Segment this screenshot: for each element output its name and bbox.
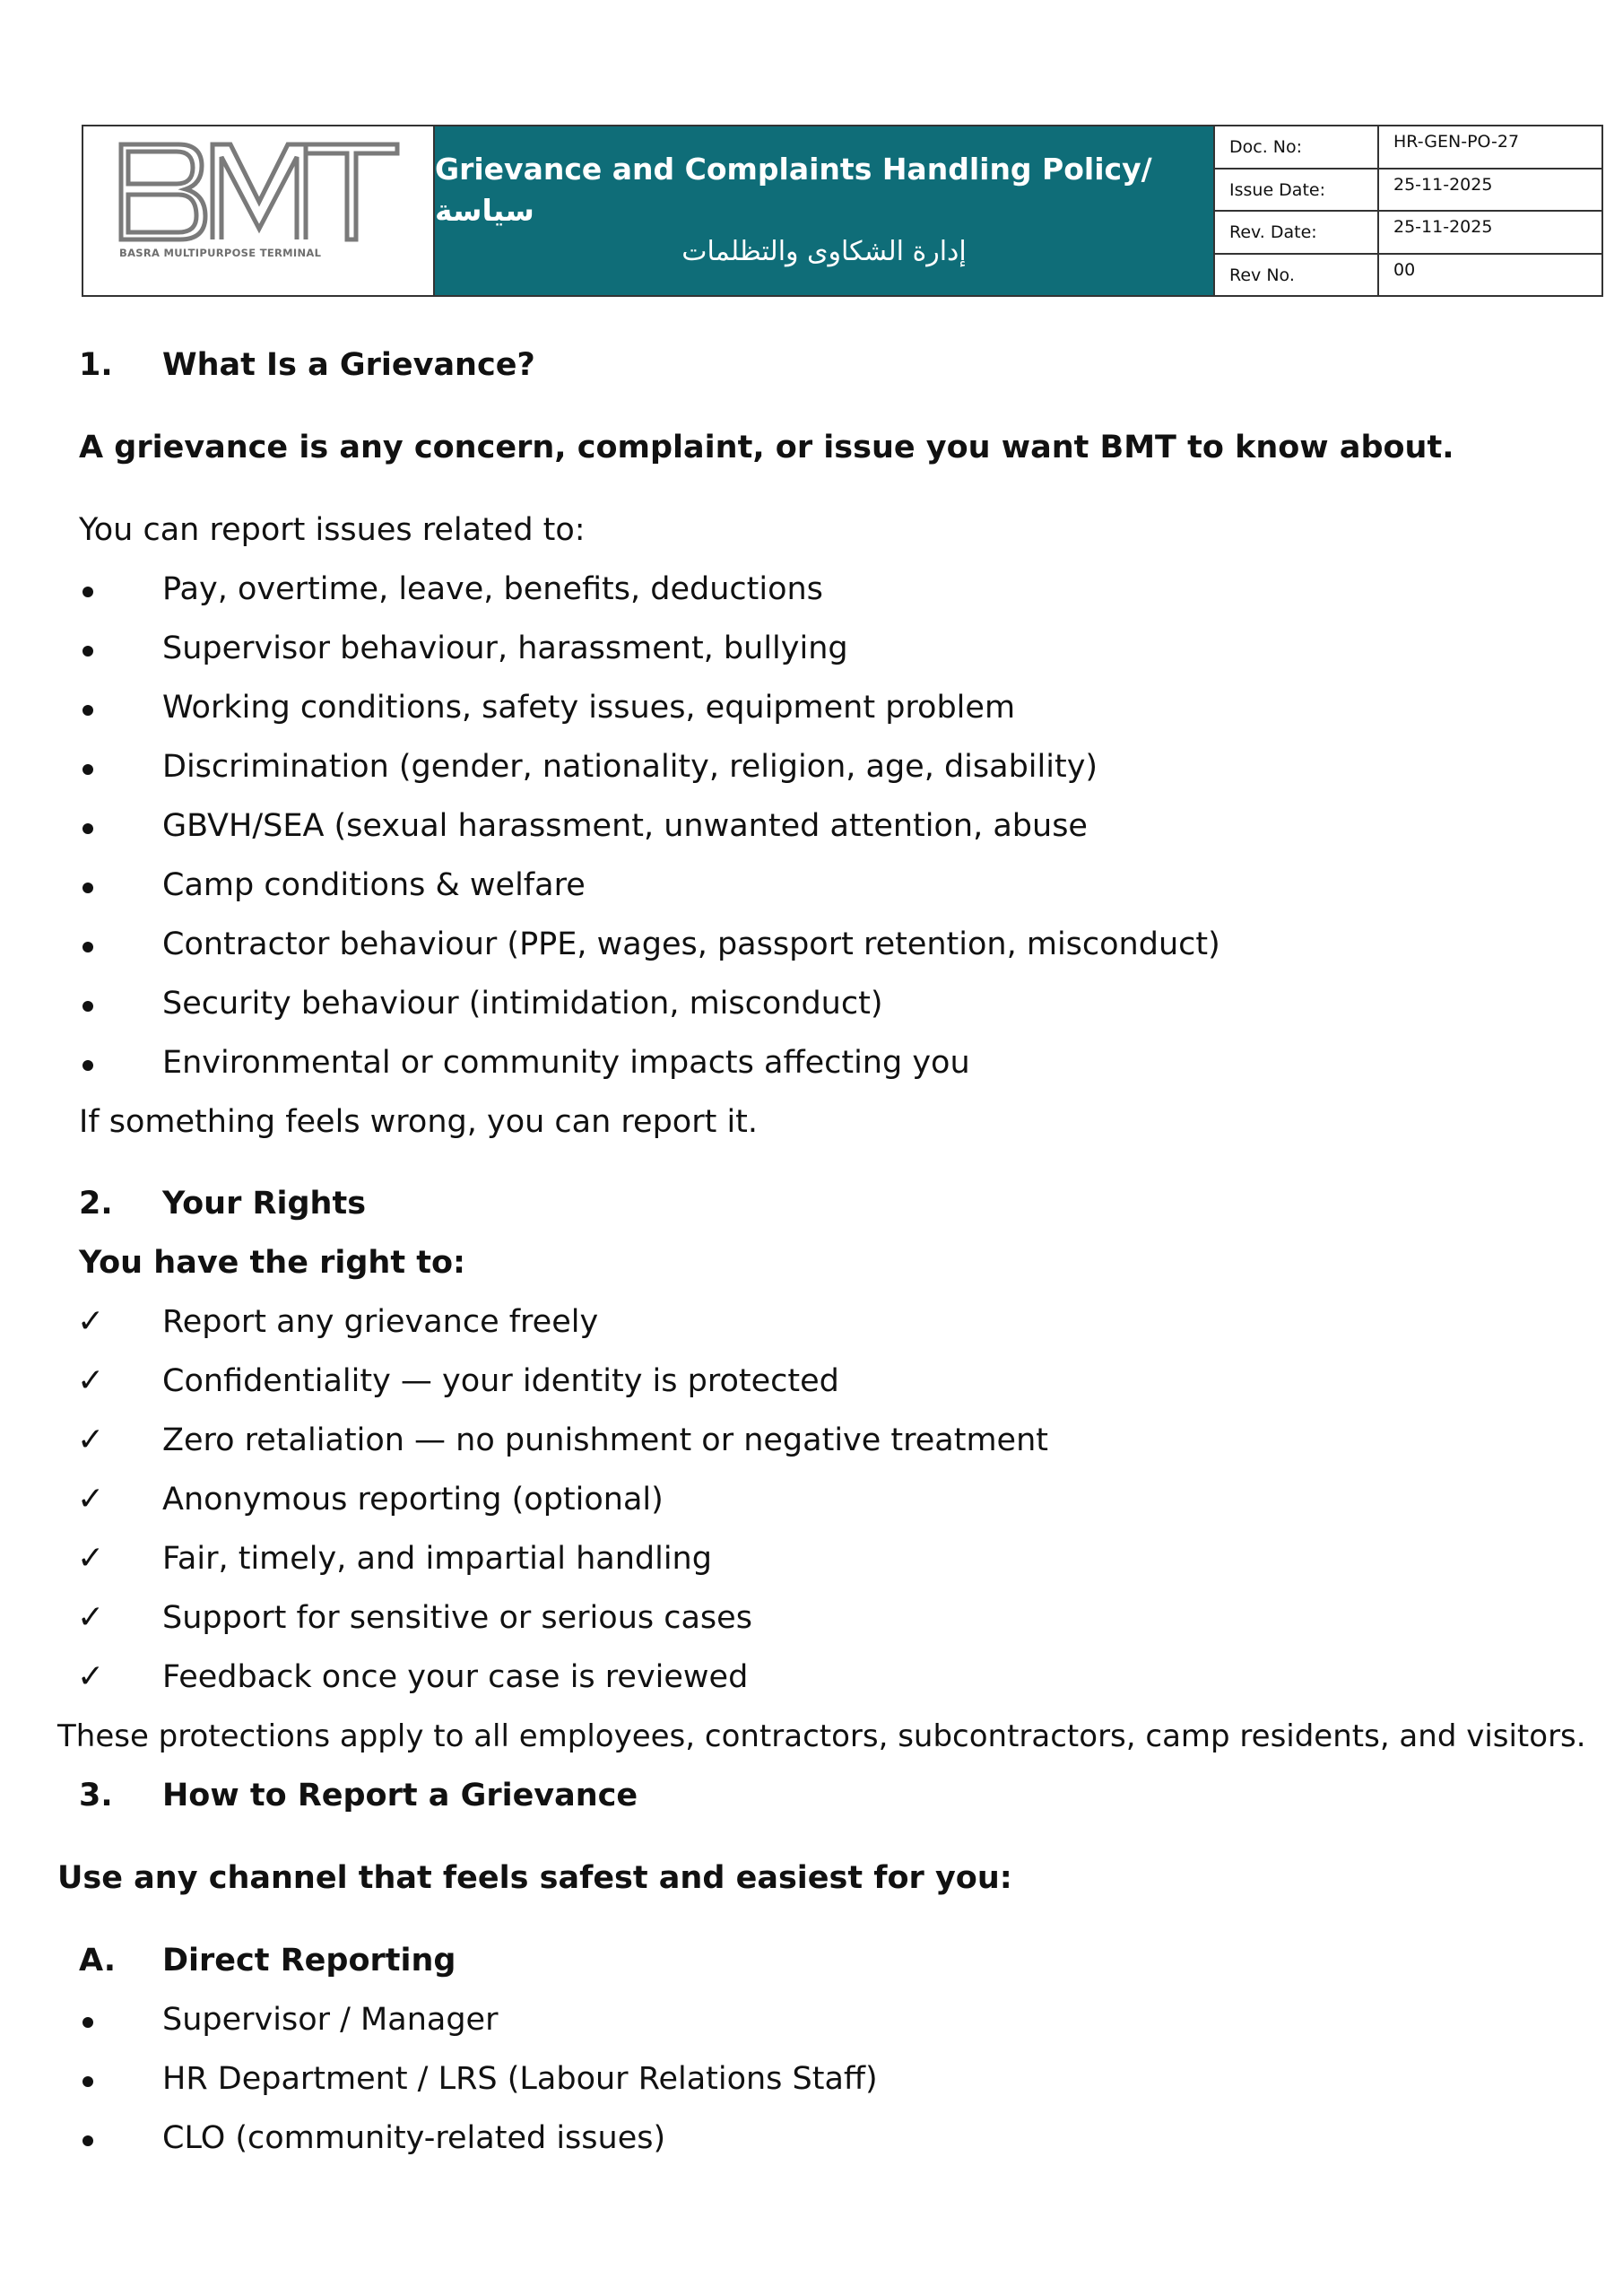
- meta-label: Rev. Date:: [1215, 212, 1379, 253]
- checkmark-icon: ✓: [77, 1422, 105, 1458]
- section-intro: You can report issues related to:: [79, 512, 586, 548]
- list-item: Support for sensitive or serious cases: [162, 1600, 752, 1636]
- list-item: Supervisor / Manager: [162, 2002, 499, 2038]
- checkmark-icon: ✓: [77, 1481, 105, 1518]
- section-heading: What Is a Grievance?: [162, 347, 535, 383]
- subsection-letter: A.: [79, 1943, 117, 1979]
- list-item: Pay, overtime, leave, benefits, deductions: [162, 571, 823, 607]
- list-item: HR Department / LRS (Labour Relations Staff): [162, 2061, 878, 2097]
- list-item: Discrimination (gender, nationality, religion, age, disability): [162, 749, 1098, 785]
- section-heading: Your Rights: [162, 1186, 367, 1222]
- meta-value: HR-GEN-PO-27: [1393, 132, 1520, 152]
- checkmark-icon: ✓: [77, 1658, 105, 1695]
- list-item: Environmental or community impacts affecting you: [162, 1045, 970, 1081]
- bullet-icon: [82, 587, 93, 597]
- section-number: 1.: [79, 347, 113, 383]
- policy-title-arabic: إدارة الشكاوى والتظلمات: [681, 236, 967, 267]
- list-item: Zero retaliation — no punishment or negative treatment: [162, 1422, 1048, 1458]
- meta-row-doc-no: [1215, 126, 1601, 170]
- meta-label: Doc. No:: [1215, 126, 1379, 168]
- meta-label: Issue Date:: [1215, 170, 1379, 211]
- bullet-icon: [82, 1060, 93, 1071]
- logo-subtitle: BASRA MULTIPURPOSE TERMINAL: [119, 247, 322, 259]
- bullet-icon: [82, 2135, 93, 2146]
- list-item: Anonymous reporting (optional): [162, 1482, 664, 1518]
- bullet-icon: [82, 705, 93, 716]
- checkmark-icon: ✓: [77, 1303, 105, 1340]
- checkmark-icon: ✓: [77, 1540, 105, 1577]
- meta-row-rev-date: [1215, 212, 1601, 255]
- bullet-icon: [82, 646, 93, 657]
- checkmark-icon: ✓: [77, 1599, 105, 1636]
- document-meta-table: [1215, 126, 1601, 295]
- list-item: Report any grievance freely: [162, 1304, 599, 1340]
- list-item: Contractor behaviour (PPE, wages, passport retention, misconduct): [162, 926, 1220, 962]
- list-item: Working conditions, safety issues, equipment problem: [162, 690, 1016, 726]
- bullet-icon: [82, 942, 93, 952]
- bullet-icon: [82, 2076, 93, 2087]
- list-item: Security behaviour (intimidation, misconduct): [162, 986, 883, 1022]
- bullet-icon: [82, 883, 93, 893]
- policy-title-english: Grievance and Complaints Handling Policy/ سياسة: [435, 152, 1152, 228]
- section-lead: You have the right to:: [79, 1245, 466, 1281]
- list-item: Feedback once your case is reviewed: [162, 1659, 749, 1695]
- list-item: Camp conditions & welfare: [162, 867, 586, 903]
- section-number: 3.: [79, 1778, 113, 1813]
- meta-row-issue-date: [1215, 170, 1601, 213]
- meta-value: 00: [1393, 259, 1416, 280]
- bmt-logo: [116, 139, 403, 247]
- section-closing: If something feels wrong, you can report it.: [79, 1104, 759, 1140]
- document-header: [82, 125, 1603, 297]
- list-item: Supervisor behaviour, harassment, bullying: [162, 631, 848, 666]
- meta-label: Rev No.: [1215, 255, 1379, 296]
- bullet-icon: [82, 764, 93, 775]
- logo-cell: [83, 126, 435, 295]
- meta-value: 25-11-2025: [1393, 217, 1493, 237]
- section-lead: A grievance is any concern, complaint, or issue you want BMT to know about.: [79, 430, 1454, 465]
- list-item: CLO (community-related issues): [162, 2120, 666, 2156]
- checkmark-icon: ✓: [77, 1362, 105, 1399]
- section-lead: Use any channel that feels safest and easiest for you:: [57, 1860, 1012, 1896]
- list-item: Confidentiality — your identity is protected: [162, 1363, 839, 1399]
- bullet-icon: [82, 2017, 93, 2028]
- section-heading: How to Report a Grievance: [162, 1778, 638, 1813]
- bullet-icon: [82, 1001, 93, 1012]
- bullet-icon: [82, 823, 93, 834]
- meta-value: 25-11-2025: [1393, 174, 1493, 195]
- list-item: GBVH/SEA (sexual harassment, unwanted attention, abuse: [162, 808, 1088, 844]
- section-number: 2.: [79, 1186, 113, 1222]
- title-band: [435, 126, 1215, 295]
- meta-row-rev-no: [1215, 255, 1601, 296]
- section-closing: These protections apply to all employees, contractors, subcontractors, camp residents, and visitors.: [57, 1718, 1586, 1754]
- subsection-heading: Direct Reporting: [162, 1943, 456, 1979]
- list-item: Fair, timely, and impartial handling: [162, 1541, 712, 1577]
